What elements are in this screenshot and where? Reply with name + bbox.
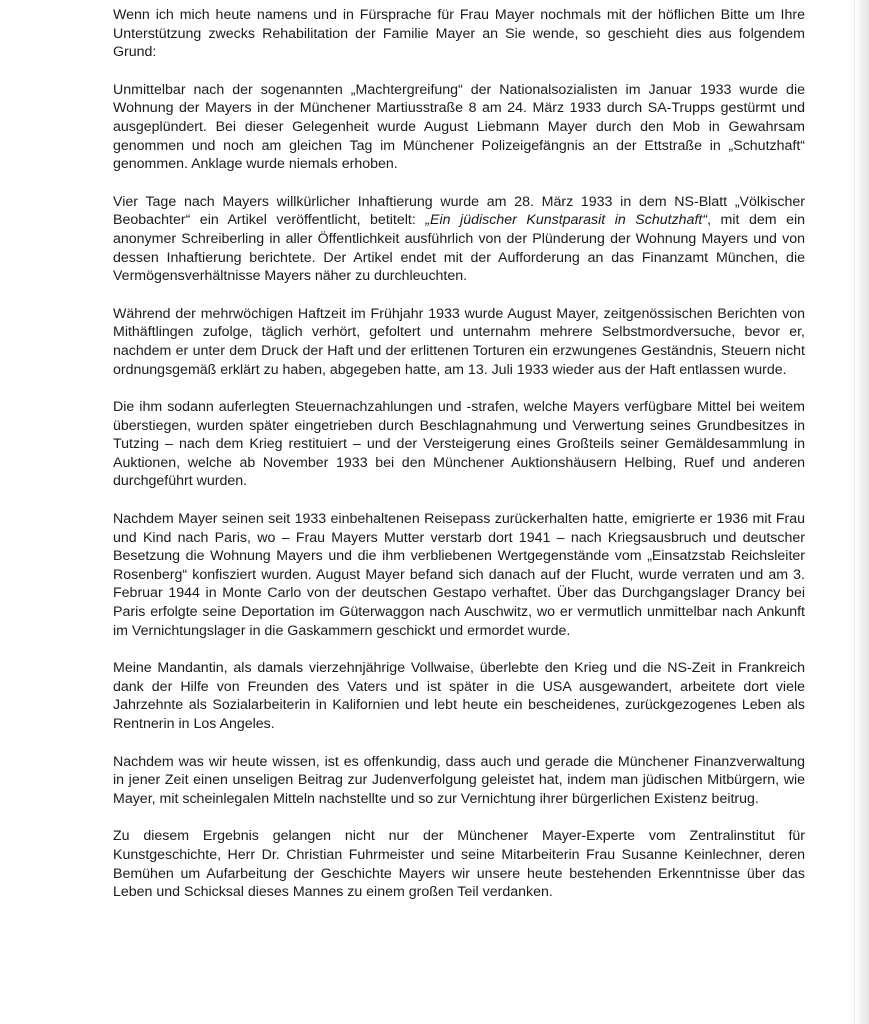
paragraph-finanzverwaltung — [113, 753, 805, 809]
paragraph-text: Zu diesem Ergebnis gelangen nicht nur der Münchener Mayer-Experte vom Zentralinstitut für Kunstgeschichte, Herr Dr. Christian Fuhrmeister und seine Mitarbeiterin Frau Susanne Keinlechner, deren Bemühen um Aufarbeitung der Geschichte Mayers wir unsere heute bestehenden Erkenntnisse über das Leben und Schicksal dieses Mannes zu einem großen Teil verdanken. — [113, 828, 805, 901]
paragraph-haftzeit — [113, 305, 805, 379]
paragraph-text: Meine Mandantin, als damals vierzehnjährige Vollwaise, überlebte den Krieg und die NS-Zeit in Frankreich dank der Hilfe von Freunden des Vaters und ist später in die USA ausgewandert, arbeitete dort viele Jahrzehnte als Sozialarbeiterin in Kalifornien und lebt heute ein bescheidenes, zurückgezogenes Leben als Rentnerin in Los Angeles. — [113, 660, 805, 732]
paragraph-text-before: Vier Tage nach Mayers willkürlicher Inhaftierung wurde am 28. März 1933 in dem NS-Blatt „Völkischer Beobachter“ ein Artikel veröffentlicht, betitelt: — [113, 193, 805, 229]
letter-body — [113, 6, 805, 921]
paragraph-text: Unmittelbar nach der sogenannten „Machtergreifung“ der Nationalsozialisten im Januar 1933 wurde die Wohnung der Mayers in der Münchener Martiusstraße 8 am 24. März 1933 durch SA-Trupps gestürmt und ausgeplündert. Bei dieser Gelegenheit wurde August Liebmann Mayer durch den Mob in Gewahrsam genommen und noch am gleichen Tag im Münchener Polizeigefängnis an der Ettstraße in „Schutzhaft“ genommen. Anklage wurde niemals erhoben. — [113, 81, 805, 173]
page-edge-shadow — [854, 0, 869, 1024]
paragraph-machtergreifung — [113, 81, 805, 174]
paragraph-text-after: , mit dem ein anonymer Schreiberling in aller Öffentlichkeit ausführlich von der Plünderung der Wohnung Mayers und von dessen Inhaftierung berichtete. Der Artikel endet mit der Aufforderung an das Finanzamt München, die Vermögensverhältnisse Mayers näher zu durchleuchten. — [113, 212, 805, 285]
paragraph-voelkischer-beobachter — [113, 193, 805, 286]
paragraph-steuernachzahlungen — [113, 398, 805, 491]
paragraph-intro — [113, 6, 805, 62]
paragraph-emigration — [113, 510, 805, 640]
paragraph-text: Während der mehrwöchigen Haftzeit im Frühjahr 1933 wurde August Mayer, zeitgenössischen Berichten von Mithäftlingen zufolge, täglich verhört, gefoltert und unternahm mehrere Selbstmordversuche, bevor er, nachdem er unter dem Druck der Haft und der erlittenen Torturen ein erzwungenes Geständnis, Steuern nicht ordnungsgemäß erklärt zu haben, abgegeben hatte, am 13. Juli 1933 wieder aus der Haft entlassen wurde. — [113, 305, 805, 378]
paragraph-text: Wenn ich mich heute namens und in Fürsprache für Frau Mayer nochmals mit der höflichen Bitte um Ihre Unterstützung zwecks Rehabilitation der Familie Mayer an Sie wende, so geschieht dies aus folgendem Grund: — [113, 7, 805, 61]
paragraph-ergebnis — [113, 827, 805, 901]
paragraph-text: Die ihm sodann auferlegten Steuernachzahlungen und -strafen, welche Mayers verfügbare Mittel bei weitem überstiegen, wurden später eingetrieben durch Beschlagnahmung und Verwertung seines Grundbesitzes in Tutzing – nach dem Krieg restituiert – und der Versteigerung eines Großteils seiner Gemäldesammlung in Auktionen, welche ab November 1933 bei den Münchener Auktionshäusern Helbing, Ruef und anderen durchgeführt wurden. — [113, 399, 805, 490]
paragraph-mandantin — [113, 659, 805, 733]
article-title: „Ein jüdischer Kunstparasit in Schutzhaft“ — [425, 212, 708, 229]
paragraph-text: Nachdem Mayer seinen seit 1933 einbehaltenen Reisepass zurückerhalten hatte, emigrierte er 1936 mit Frau und Kind nach Paris, wo – Frau Mayers Mutter verstarb dort 1941 – nach Kriegsausbruch und deutscher Besetzung die Wohnung Mayers und die ihm verbliebenen Wertgegenstände vom „Einsatzstab Reichsleiter Rosenberg“ konfisziert wurden. August Mayer befand sich danach auf der Flucht, wurde verraten und am 3. Februar 1944 in Monte Carlo von der deutschen Gestapo verhaftet. Über das Durchgangslager Drancy bei Paris erfolgte seine Deportation im Güterwaggon nach Auschwitz, wo er vermutlich unmittelbar nach Ankunft im Vernichtungslager in die Gaskammern geschickt und ermordet wurde. — [113, 511, 805, 639]
paragraph-text: Nachdem was wir heute wissen, ist es offenkundig, dass auch und gerade die Münchener Finanzverwaltung in jener Zeit einen unseligen Beitrag zur Judenverfolgung geleistet hat, indem man jüdischen Mitbürgern, wie Mayer, mit scheinlegalen Mitteln nachstellte und so zur Vernichtung ihrer bürgerlichen Existenz beitrug. — [113, 753, 805, 807]
